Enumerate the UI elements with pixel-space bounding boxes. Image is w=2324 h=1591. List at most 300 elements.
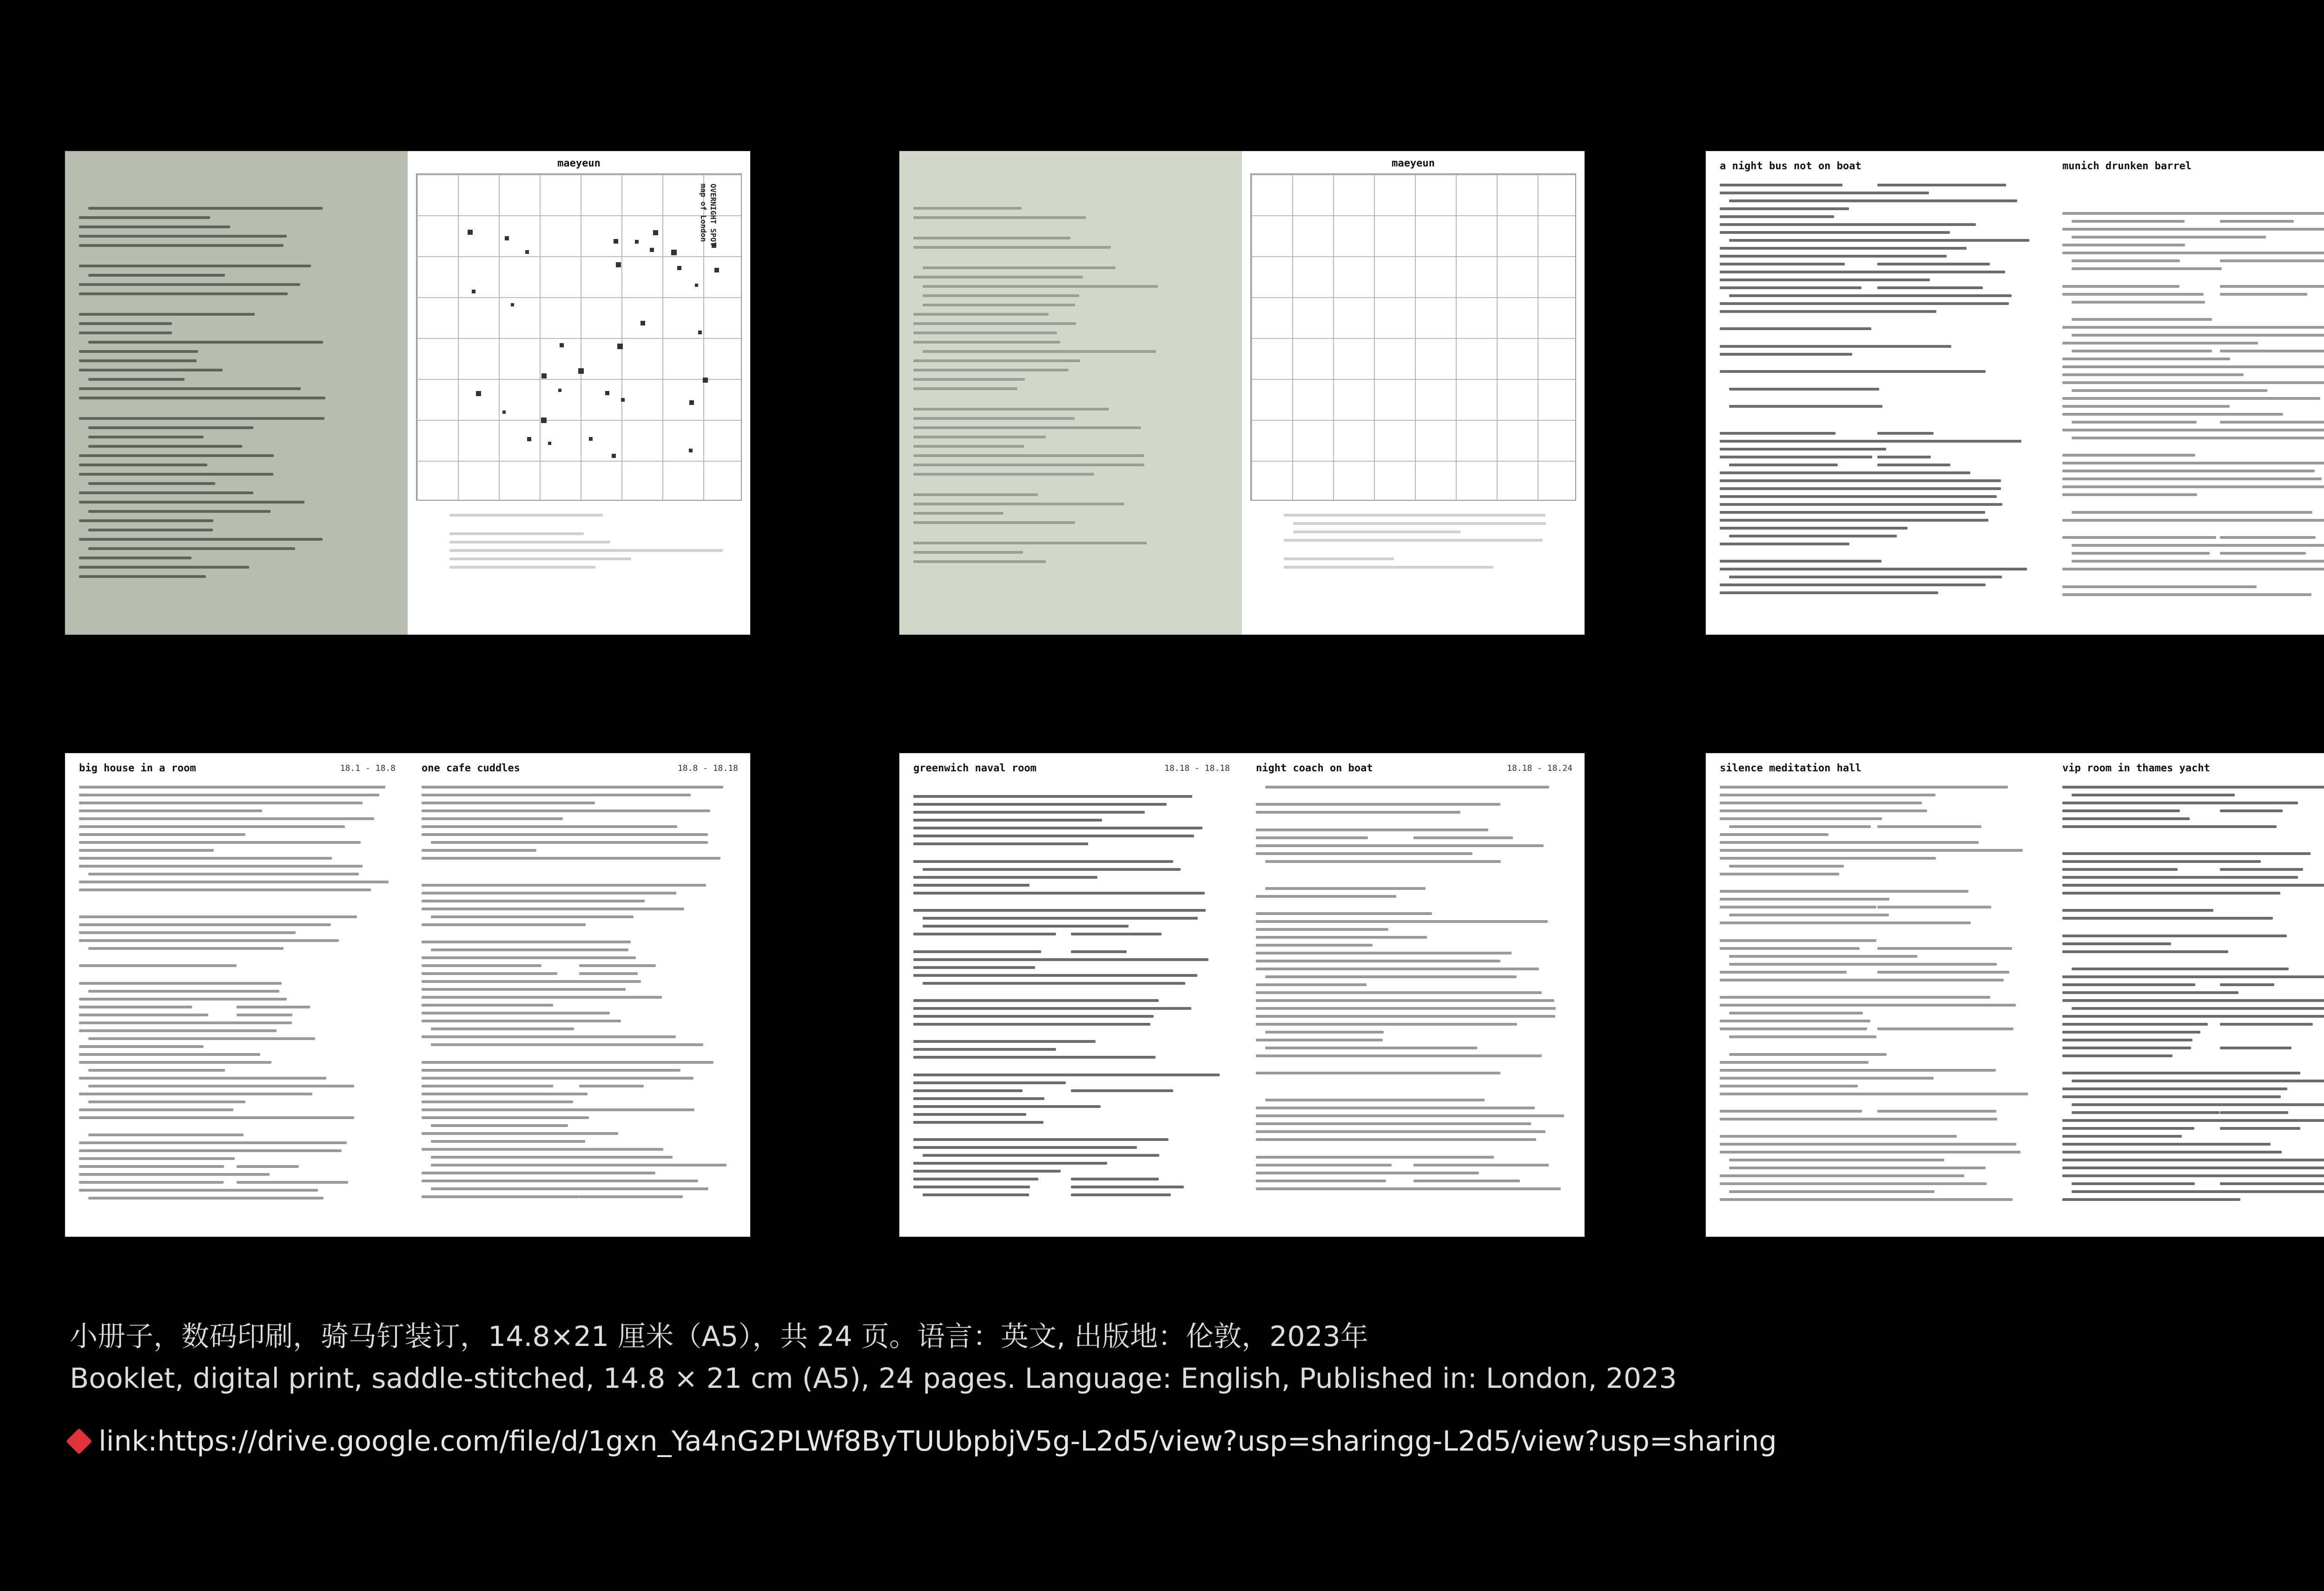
text-line — [1256, 1023, 1517, 1026]
text-line — [913, 1048, 1056, 1051]
text-line — [2220, 1047, 2292, 1049]
text-line — [79, 1061, 271, 1064]
text-line — [79, 1014, 208, 1016]
text-line — [1071, 1146, 1137, 1149]
text-line — [913, 417, 1075, 420]
text-line — [88, 436, 204, 438]
text-line — [1729, 865, 1844, 868]
text-line — [79, 849, 214, 852]
text-line — [2062, 285, 2179, 288]
text-line — [2062, 365, 2324, 368]
spread-night-bus-munich[interactable] — [1706, 151, 2324, 635]
text-line — [1071, 1089, 1173, 1092]
page-title: munich drunken barrel — [2062, 160, 2192, 172]
map-marker — [476, 391, 481, 396]
text-line — [2220, 1080, 2324, 1082]
map-marker — [621, 398, 625, 402]
page-date: 18.1 - 18.8 — [340, 763, 396, 773]
text-line — [79, 1093, 312, 1095]
map-marker — [511, 303, 514, 306]
text-line — [913, 1040, 1096, 1043]
text-line — [88, 207, 323, 210]
text-line — [1877, 519, 1989, 522]
text-line — [1256, 991, 1542, 994]
text-line — [2220, 552, 2306, 555]
page-date: 18.8 - 18.18 — [677, 763, 738, 773]
text-line — [237, 865, 363, 868]
text-line — [1284, 514, 1545, 517]
text-line — [422, 1172, 655, 1174]
text-line — [1413, 844, 1544, 847]
text-line — [2072, 236, 2266, 239]
text-line — [1256, 1164, 1392, 1167]
text-line — [1256, 1172, 1479, 1174]
spread-big-house-cafe[interactable] — [65, 753, 750, 1237]
text-line — [579, 857, 687, 860]
text-line — [1071, 795, 1125, 798]
text-line — [1265, 1031, 1384, 1034]
text-line — [449, 549, 723, 552]
text-line — [1256, 852, 1472, 855]
text-line — [237, 873, 314, 875]
text-line — [79, 331, 172, 334]
text-line — [579, 892, 676, 895]
page-title: silence meditation hall — [1720, 762, 1862, 774]
text-line — [1877, 199, 1944, 202]
text-line — [1720, 1061, 1868, 1064]
text-line — [79, 1021, 292, 1024]
text-line — [1720, 1118, 1997, 1120]
text-line — [79, 350, 198, 353]
text-line — [449, 557, 631, 560]
text-line — [2072, 220, 2185, 223]
text-line — [2062, 860, 2261, 863]
text-line — [1877, 841, 1951, 844]
map-marker — [671, 250, 677, 255]
text-line — [2220, 1015, 2324, 1018]
text-line — [88, 1134, 244, 1136]
text-line — [913, 1121, 1043, 1124]
text-line — [2220, 1111, 2288, 1114]
text-line — [1729, 294, 2012, 297]
text-line — [2220, 1103, 2324, 1106]
text-line — [79, 1173, 270, 1176]
text-line — [1720, 263, 1845, 265]
text-line — [1256, 811, 1460, 814]
text-line — [1729, 199, 2017, 202]
text-line — [2220, 1023, 2313, 1026]
text-line — [2220, 259, 2324, 262]
text-line — [422, 956, 636, 959]
text-line — [1877, 576, 2002, 578]
map-marker — [560, 343, 564, 347]
text-line — [79, 809, 262, 812]
text-line — [2062, 1015, 2238, 1018]
text-line — [1877, 906, 1992, 908]
text-line — [79, 786, 385, 789]
text-line — [431, 1028, 574, 1030]
text-line — [1720, 456, 1872, 458]
text-line — [1293, 530, 1461, 533]
text-line — [579, 809, 642, 812]
text-line — [913, 542, 1147, 544]
text-line — [237, 915, 327, 918]
text-line — [1877, 184, 2006, 186]
text-line — [1265, 887, 1426, 890]
text-line — [1729, 1167, 1896, 1169]
text-line — [431, 1156, 673, 1159]
text-line — [237, 1077, 318, 1080]
text-line — [1256, 803, 1500, 806]
text-line — [1877, 568, 1940, 570]
text-line — [579, 915, 634, 918]
text-line — [431, 841, 708, 844]
text-line — [913, 408, 1109, 411]
text-line — [79, 235, 287, 238]
text-line — [1413, 1099, 1485, 1101]
text-line — [79, 1165, 224, 1168]
text-line — [923, 1193, 1029, 1196]
text-line — [913, 313, 1049, 316]
text-line — [1720, 833, 1829, 836]
text-line — [1720, 921, 1971, 924]
map-marker — [635, 240, 639, 244]
text-line — [923, 266, 1116, 269]
text-line — [1071, 958, 1207, 961]
text-line — [79, 292, 288, 295]
text-line — [1256, 1039, 1383, 1041]
text-line — [1720, 1077, 1934, 1080]
caption-en: Booklet, digital print, saddle-stitched, 14.8 × 21 cm (A5), 24 pages. Language: English, Published in: London, 2023 — [70, 1362, 1677, 1395]
text-line — [913, 999, 1097, 1002]
map-marker — [548, 442, 551, 445]
text-line — [1877, 971, 2009, 974]
text-line — [79, 313, 255, 316]
text-line — [422, 849, 536, 852]
text-line — [2062, 825, 2277, 828]
text-line — [2062, 342, 2258, 345]
text-line — [1877, 247, 1967, 250]
text-line — [2072, 318, 2212, 321]
text-line — [1720, 527, 1908, 530]
text-line — [2062, 1135, 2182, 1138]
map-marker — [616, 262, 621, 267]
text-line — [913, 860, 1173, 863]
text-line — [2220, 868, 2304, 871]
text-line — [2062, 1023, 2208, 1026]
text-line — [1720, 345, 1951, 348]
text-line — [2072, 1007, 2324, 1010]
text-line — [1071, 1007, 1163, 1010]
text-line — [1729, 388, 1879, 391]
text-line — [449, 532, 584, 535]
map-marker — [677, 266, 681, 270]
page-text-right — [1242, 753, 1585, 1237]
text-line — [1720, 939, 1876, 942]
page-title: night coach on boat — [1256, 762, 1373, 774]
text-line — [2062, 326, 2324, 329]
text-line — [1720, 817, 1882, 820]
text-line — [1720, 560, 1882, 563]
page-text-right — [2048, 753, 2324, 1237]
text-line — [422, 1093, 588, 1095]
page-text-right — [408, 753, 750, 1237]
text-line — [1720, 1198, 2013, 1201]
text-line — [1284, 566, 1493, 569]
text-line — [2220, 1151, 2282, 1153]
text-line — [1720, 1020, 1870, 1022]
map-marker — [468, 230, 473, 235]
text-line — [1720, 353, 1852, 356]
text-line — [422, 1195, 579, 1198]
text-line — [1071, 909, 1206, 912]
map-marker — [617, 344, 623, 349]
text-line — [1720, 247, 1884, 250]
spread-silence-yacht[interactable] — [1706, 753, 2324, 1237]
text-line — [1071, 1193, 1171, 1196]
text-line — [2220, 809, 2283, 812]
text-line — [2062, 568, 2324, 570]
map-marker — [653, 230, 658, 235]
text-line — [1256, 1114, 1564, 1117]
text-line — [1720, 890, 1968, 893]
text-line — [1256, 952, 1425, 955]
text-line — [1256, 836, 1368, 839]
text-line — [1071, 1138, 1169, 1141]
text-line — [1877, 495, 1967, 498]
text-line — [2220, 220, 2294, 223]
text-line — [422, 1061, 713, 1064]
text-line — [2062, 991, 2238, 994]
text-line — [1720, 1174, 1964, 1177]
text-line — [1720, 1028, 1867, 1030]
text-line — [79, 322, 172, 325]
text-line — [449, 566, 595, 569]
text-line — [2072, 1182, 2195, 1185]
text-line — [1720, 1093, 2028, 1095]
text-line — [579, 841, 660, 844]
text-line — [923, 304, 1075, 306]
text-line — [2062, 485, 2324, 488]
text-line — [2062, 397, 2228, 400]
text-line — [913, 378, 1025, 381]
text-line — [431, 948, 628, 951]
spread-greenwich-coach[interactable] — [899, 753, 1585, 1237]
text-line — [237, 1181, 348, 1184]
text-line — [79, 1045, 204, 1048]
map-marker — [527, 437, 531, 441]
text-line — [1729, 1035, 1876, 1038]
spread-catalogue-map[interactable] — [65, 151, 750, 635]
text-line — [913, 237, 1070, 239]
map-marker — [703, 378, 708, 383]
text-line — [2062, 228, 2324, 231]
text-line — [913, 1162, 1107, 1165]
text-line — [2062, 1087, 2287, 1090]
text-line — [237, 802, 363, 804]
text-line — [2220, 511, 2312, 514]
text-line — [2062, 1039, 2192, 1041]
text-line — [923, 868, 1181, 871]
text-line — [2220, 593, 2312, 596]
text-line — [88, 510, 271, 513]
text-line — [79, 1029, 277, 1032]
text-line — [579, 1085, 644, 1087]
text-line — [2062, 1054, 2172, 1057]
text-line — [913, 322, 1076, 325]
text-line — [422, 1132, 618, 1135]
map-marker — [650, 248, 654, 252]
text-line — [1877, 1182, 1987, 1185]
map-grid — [416, 173, 742, 501]
text-line — [1720, 432, 1835, 435]
text-line — [422, 980, 641, 983]
text-line — [88, 873, 359, 875]
text-line — [422, 941, 631, 943]
text-line — [88, 990, 279, 993]
text-line — [1877, 263, 1990, 265]
text-line — [2072, 267, 2222, 270]
text-line — [2220, 437, 2324, 439]
text-line — [1877, 1004, 2010, 1007]
text-line — [1720, 215, 1834, 218]
drive-link[interactable]: link:https://drive.google.com/file/d/1gxn_Ya4nG2PLWf8ByTUUbpbjV5g-L2d5/view?usp=sharingg-L2d5/view?usp=sharing — [99, 1425, 1777, 1458]
text-line — [1720, 440, 2021, 443]
text-line — [1720, 503, 2002, 506]
text-line — [88, 1085, 354, 1087]
text-line — [913, 1105, 1101, 1108]
page-title: big house in a room — [79, 762, 196, 774]
text-line — [1293, 522, 1546, 525]
text-line — [913, 276, 1083, 278]
text-line — [88, 1100, 245, 1103]
text-line — [913, 207, 1022, 210]
spread-catalogue-map-faded[interactable] — [899, 151, 1585, 635]
text-line — [913, 1186, 1030, 1188]
page-title: a night bus not on boat — [1720, 160, 1862, 172]
text-line — [2220, 560, 2324, 563]
text-line — [1265, 786, 1549, 789]
text-line — [2062, 1095, 2281, 1098]
text-line — [2072, 301, 2205, 304]
text-line — [1720, 192, 1929, 194]
text-line — [1720, 184, 1842, 186]
text-line — [2072, 389, 2267, 392]
text-line — [913, 803, 1167, 806]
text-line — [2062, 244, 2185, 246]
text-line — [79, 841, 361, 844]
text-line — [2220, 1072, 2301, 1074]
page-title: vip room in thames yacht — [2062, 762, 2210, 774]
page-map — [408, 151, 750, 635]
map-marker — [689, 449, 693, 452]
map-marker — [558, 389, 561, 392]
text-line — [2062, 950, 2228, 953]
text-line — [2062, 358, 2230, 360]
text-line — [2220, 1174, 2324, 1177]
text-line — [237, 923, 331, 926]
text-line — [1256, 1180, 1386, 1182]
text-line — [913, 436, 1046, 438]
text-line — [1413, 968, 1529, 970]
text-line — [2072, 421, 2197, 424]
text-line — [1720, 487, 2001, 490]
link-row[interactable] — [70, 1425, 1777, 1458]
text-line — [79, 387, 301, 390]
map-marker — [541, 418, 547, 423]
text-line — [2062, 462, 2324, 464]
page-sage-list — [65, 151, 408, 635]
text-line — [1877, 432, 1934, 435]
text-line — [913, 933, 1056, 935]
text-line — [422, 1085, 553, 1087]
text-line — [79, 473, 273, 476]
text-line — [1877, 1110, 1996, 1113]
text-line — [422, 1100, 573, 1103]
text-line — [913, 512, 1004, 515]
text-line — [1877, 223, 1976, 226]
text-line — [1729, 405, 1882, 408]
map-marker — [612, 454, 616, 458]
text-line — [1877, 511, 1931, 514]
text-line — [913, 1015, 1154, 1018]
page-map-empty — [1242, 151, 1585, 635]
text-line — [422, 1012, 610, 1014]
text-line — [422, 1020, 621, 1022]
text-line — [79, 575, 206, 578]
text-line — [1256, 928, 1388, 931]
text-line — [2062, 817, 2190, 820]
text-line — [237, 939, 339, 942]
text-line — [1877, 231, 1944, 234]
text-line — [1877, 456, 1931, 458]
text-line — [2062, 454, 2195, 457]
map-marker — [505, 236, 509, 240]
text-line — [2072, 552, 2210, 555]
text-line — [579, 1077, 680, 1080]
text-line — [1877, 255, 1947, 258]
text-line — [422, 923, 586, 926]
text-line — [2062, 536, 2216, 539]
text-line — [79, 417, 324, 420]
text-line — [913, 950, 1041, 953]
text-line — [2220, 802, 2285, 804]
text-line — [2220, 429, 2324, 431]
text-line — [1413, 999, 1516, 1002]
text-line — [1720, 448, 1886, 451]
text-line — [2062, 1031, 2200, 1034]
text-line — [1720, 370, 1986, 373]
text-line — [79, 359, 197, 362]
text-line — [1720, 271, 2005, 273]
text-line — [237, 1006, 310, 1008]
text-line — [1413, 975, 1517, 978]
text-line — [1256, 1187, 1561, 1190]
text-line — [913, 454, 1144, 457]
text-line — [579, 794, 691, 796]
text-line — [88, 547, 295, 550]
text-line — [88, 1197, 324, 1200]
text-line — [2062, 942, 2171, 945]
text-line — [1720, 1182, 1879, 1185]
map-marker — [640, 321, 645, 325]
text-line — [579, 1195, 683, 1198]
text-line — [79, 1157, 235, 1160]
map-marker — [714, 268, 719, 272]
text-line — [1877, 979, 1984, 981]
page-title: greenwich naval room — [913, 762, 1037, 774]
text-line — [1729, 1012, 1863, 1014]
